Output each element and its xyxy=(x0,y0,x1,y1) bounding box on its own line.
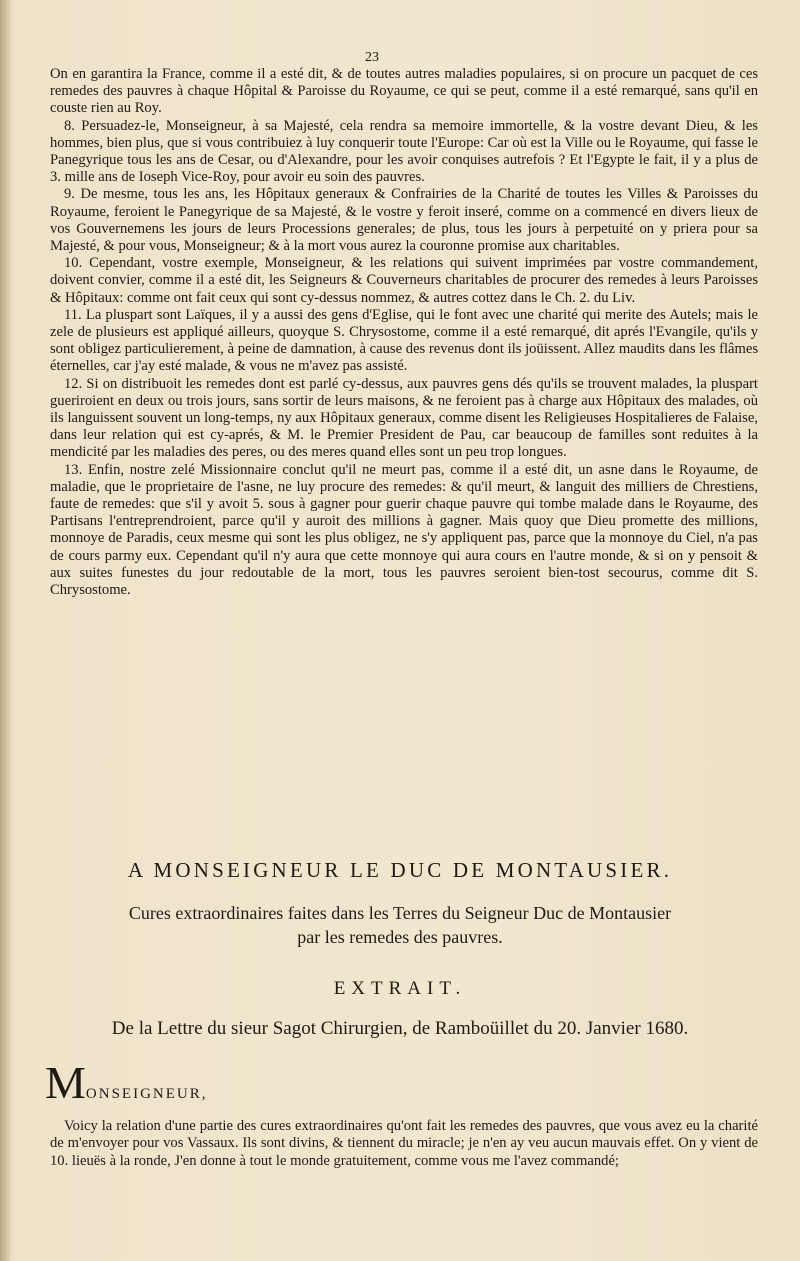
paragraph-10: 10. Cependant, vostre exemple, Monseigneur, & les relations qui suivent imprimées par vostre commandement, doivent convier, comme il a esté dit, les Seigneurs & Couverneurs charitables de procurer des remedes à leurs Paroisses & Hôpitaux: comme ont fait ceux qui sont cy-dessus nommez, & autres cottez dans le Ch. 2. du Liv. xyxy=(50,255,758,306)
extract-source-line: De la Lettre du sieur Sagot Chirurgien, de Ramboüillet du 20. Janvier 1680. xyxy=(111,1018,689,1039)
paragraph-12: 12. Si on distribuoit les remedes dont est parlé cy-dessus, aux pauvres gens dés qu'ils se trouvent malades, la pluspart gueriroient en deux ou trois jours, sans sortir de leurs maisons, & ne feroient pas à charge aux Hôpitaux des malades, où ils languissent souvent un long-temps, ny aux Hôpitaux generaux, comme disent les Religieuses Hospitalieres de Falaise, dans leur relation qui est cy-aprés, & M. le Premier President de Pau, car beaucoup de familles sont reduites à la mendicité par les maladies des peres, ou des meres quand elles sont un peu trop longues. xyxy=(50,375,758,461)
paragraph-11: 11. La pluspart sont Laïques, il y a aussi des gens d'Eglise, qui le font avec une charité qui merite des Autels; mais le zele de plusieurs est appliqué ailleurs, quoyque S. Chrysostome, comme il a esté remarqué, dit aprés l'Evangile, qu'ils y sont obligez particulierement, à peine de damnation, à cause des revenus dont ils joüissent. Allez maudits dans les flâmes éternelles, car j'ay esté malade, & vous ne m'avez pas assisté. xyxy=(50,306,758,375)
salutation-rest: ONSEIGNEUR, xyxy=(85,1086,208,1102)
section-title: A MONSEIGNEUR LE DUC DE MONTAUSIER. xyxy=(127,858,673,882)
paragraph-13: 13. Enfin, nostre zelé Missionnaire conclut qu'il ne meurt pas, comme il a esté dit, un asne dans le Royaume, de maladie, que le proprietaire de l'asne, ne luy procure des remedes: & qu'il meurt, & languit des milliers de Chrestiens, faute de remedes: que s'il y avoit 5. sous à gagner pour guerir chaque pauvre qui tombe malade dans le Royaume, des Partisans l'entreprendroient, parce qu'il y auroit des millions à gagner. Mais quoy que Dieu promette des millions, monnoye de Paradis, ceux mesme qui sont les plus obligez, ne s'y appliquent pas, parce que la monnoye du Ciel, n'a pas de cours parmy eux. Cependant qu'il n'y aura que cette monnoye qui aura cours en l'autre monde, & si on y pensoit & aux suites funestes du jour redoutable de la mort, tous les pauvres seroient bien-tost secourus, comme dit S. Chrysostome. xyxy=(50,461,758,599)
paragraph-intro: On en garantira la France, comme il a esté dit, & de toutes autres maladies populaires, si on procure un pacquet de ces remedes des pauvres à chaque Hôpital & Paroisse du Royaume, ce qui se peut, comme il a esté remarqué, sans qu'il en couste rien au Roy. xyxy=(50,66,758,117)
paragraph-9: 9. De mesme, tous les ans, les Hôpitaux generaux & Confrairies de la Charité de toutes les Villes & Paroisses du Royaume, feroient le Panegyrique de sa Majesté, & le vostre y feroit inseré, comme on a commencé en divers lieux de vos Gouvernemens les jours de leurs Processions generales; de plus, tous les jours à perpetuité on y priera pour sa Majesté, & pour vous, Monseigneur; & à la mort vous aurez la couronne promise aux charitables. xyxy=(50,186,758,255)
extrait-heading: EXTRAIT. xyxy=(333,978,467,999)
salutation xyxy=(45,1057,208,1108)
subtitle-line-1: Cures extraordinaires faites dans les Terres du Seigneur Duc de Montausier xyxy=(128,903,672,923)
letter-body xyxy=(50,1118,758,1170)
body-text xyxy=(50,66,758,599)
page-number: 23 xyxy=(365,50,379,65)
subtitle-line-2: par les remedes des pauvres. xyxy=(297,927,503,947)
paragraph-8: 8. Persuadez-le, Monseigneur, à sa Majesté, cela rendra sa memoire immortelle, & la vostre devant Dieu, & les hommes, bien plus, que si vous contribuiez à luy conquerir toute l'Europe: Car où est la Ville ou le Royaume, qui fasse le Panegyrique tous les ans de Cesar, ou d'Alexandre, pour les avoir conquises autrefois ? Et l'Egypte le fait, il y a plus de 3. mille ans de Ioseph Vice-Roy, pour avoir eu soin des pauvres. xyxy=(50,117,758,186)
salutation-initial: M xyxy=(45,1057,86,1108)
letter-paragraph: Voicy la relation d'une partie des cures extraordinaires qu'ont fait les remedes des pauvres, que vous avez eu la charité de m'envoyer pour vos Vassaux. Ils sont divins, & tiennent du miracle; je n'en ay veu aucun mauvais effet. On y vient de 10. lieuës à la ronde, J'en donne à tout le monde gratuitement, comme vous me l'avez commandé; xyxy=(50,1118,758,1169)
